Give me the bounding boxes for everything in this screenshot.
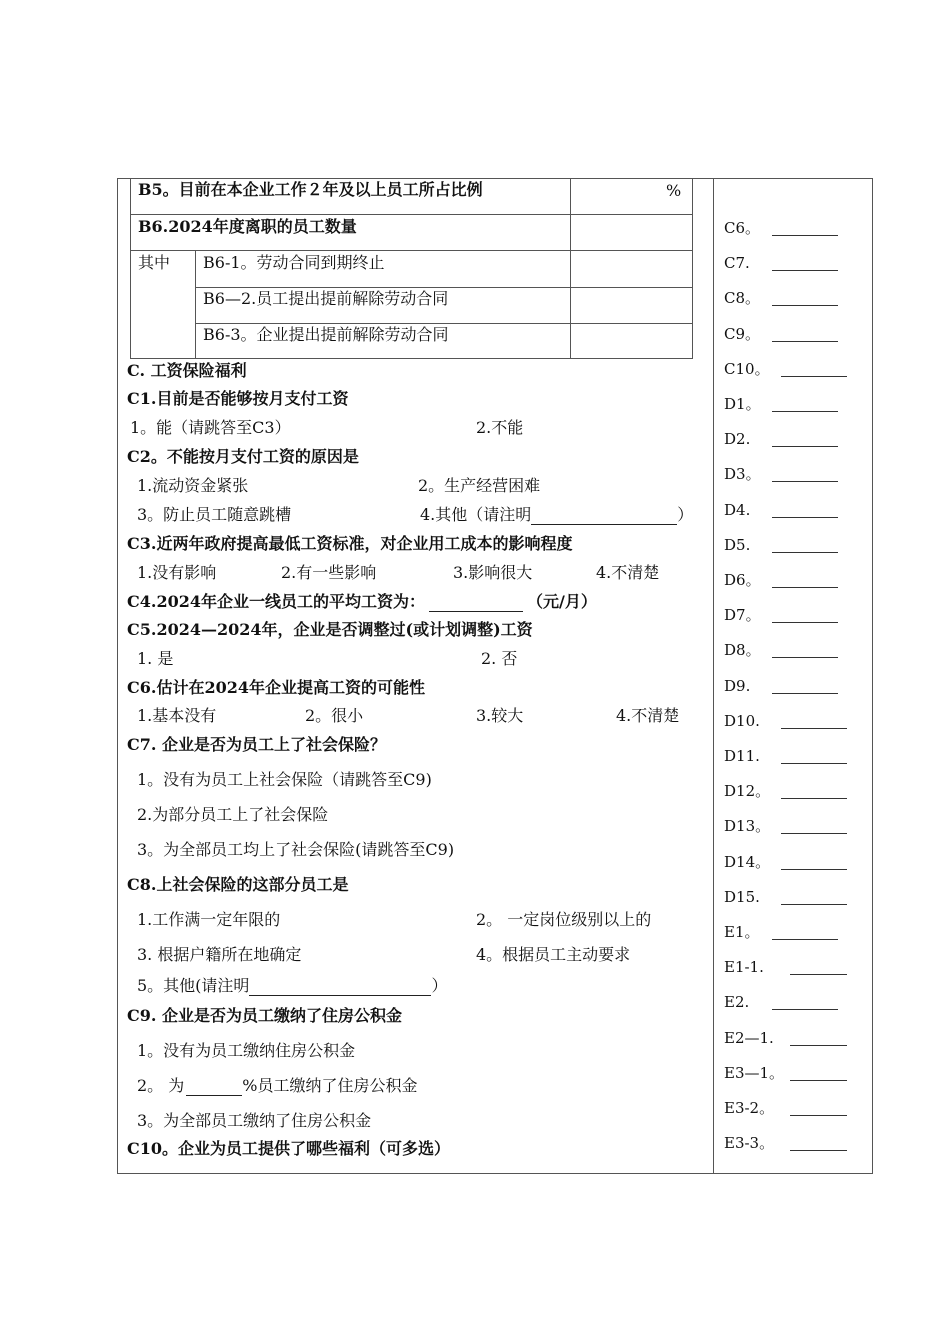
c7-option-2[interactable]: 2.为部分员工上了社会保险: [137, 805, 329, 824]
b-table-row-line: [195, 287, 693, 288]
code-answer-blank[interactable]: [781, 728, 847, 729]
code-answer-blank[interactable]: [772, 517, 838, 518]
code-label: C9。: [724, 325, 761, 343]
code-answer-blank[interactable]: [781, 798, 847, 799]
c3-option-2[interactable]: 2.有一些影响: [281, 563, 377, 582]
qizhong-label: 其中: [138, 253, 171, 272]
code-answer-blank[interactable]: [772, 552, 838, 553]
code-answer-blank[interactable]: [772, 622, 838, 623]
code-label: E3—1。: [724, 1064, 785, 1082]
code-label: E3-2。: [724, 1099, 775, 1117]
b6-label: B6.2024年度离职的员工数量: [138, 217, 357, 236]
c8-option-2[interactable]: 2。 一定岗位级别以上的: [476, 910, 652, 929]
c2-option-3[interactable]: 3。防止员工随意跳槽: [137, 505, 292, 524]
c1-option-2[interactable]: 2.不能: [476, 418, 524, 437]
code-label: C7.: [724, 254, 750, 272]
code-label: E2—1.: [724, 1029, 774, 1047]
code-label: D11.: [724, 747, 760, 765]
code-label: D15.: [724, 888, 760, 906]
code-answer-blank[interactable]: [790, 1150, 847, 1151]
code-answer-blank[interactable]: [772, 481, 838, 482]
b-table-row-line: [130, 214, 693, 215]
code-answer-blank[interactable]: [772, 693, 838, 694]
code-label: D7。: [724, 606, 761, 624]
c3-question: C3.近两年政府提高最低工资标准，对企业用工成本的影响程度: [127, 534, 573, 553]
code-answer-blank[interactable]: [772, 657, 838, 658]
code-label: C10。: [724, 360, 770, 378]
code-answer-blank[interactable]: [772, 1009, 838, 1010]
code-label: D10.: [724, 712, 760, 730]
c3-option-1[interactable]: 1.没有影响: [137, 563, 217, 582]
c6-option-4[interactable]: 4.不清楚: [616, 706, 680, 725]
c9-option-2-text: 2。 为: [137, 1076, 185, 1095]
code-label: D12。: [724, 782, 771, 800]
code-label: D4.: [724, 501, 751, 519]
c8-option-5-close: ）: [431, 976, 448, 995]
code-label: D5.: [724, 536, 751, 554]
c2-option-2[interactable]: 2。生产经营困难: [418, 476, 541, 495]
b5-unit: %: [666, 181, 682, 200]
c1-option-1[interactable]: 1。能（请跳答至C3）: [130, 418, 291, 437]
code-label: E3-3。: [724, 1134, 775, 1152]
code-answer-blank[interactable]: [772, 939, 838, 940]
b6-3-label: B6-3。企业提出提前解除劳动合同: [203, 325, 449, 344]
code-label: E1-1.: [724, 958, 764, 976]
c2-question: C2。不能按月支付工资的原因是: [127, 447, 359, 466]
c7-option-3[interactable]: 3。为全部员工均上了社会保险(请跳答至C9): [137, 840, 455, 859]
c2-option-4-close: ）: [677, 505, 694, 524]
code-answer-blank[interactable]: [790, 974, 847, 975]
c6-option-2[interactable]: 2。很小: [305, 706, 364, 725]
code-answer-blank[interactable]: [781, 376, 847, 377]
c7-question: C7. 企业是否为员工上了社会保险？: [127, 735, 387, 754]
c8-question: C8.上社会保险的这部分员工是: [127, 875, 349, 894]
c5-question: C5.2024—2024年，企业是否调整过(或计划调整)工资: [127, 620, 533, 639]
code-answer-blank[interactable]: [781, 869, 847, 870]
b5-label: B5。目前在本企业工作２年及以上员工所占比例: [138, 180, 483, 199]
code-answer-blank[interactable]: [772, 305, 838, 306]
c4-wage-blank[interactable]: [429, 595, 523, 612]
b-table-col-line: [195, 250, 196, 359]
c6-question: C6.估计在2024年企业提高工资的可能性: [127, 678, 425, 697]
c2-option-4-text: 4.其他（请注明: [420, 505, 532, 524]
code-label: D8。: [724, 641, 761, 659]
code-answer-blank[interactable]: [790, 1045, 847, 1046]
c4-question-text: C4.2024年企业一线员工的平均工资为：: [127, 592, 425, 611]
c8-option-5[interactable]: [137, 976, 447, 996]
c5-option-1[interactable]: 1. 是: [137, 649, 174, 668]
c8-option-1[interactable]: 1.工作满一定年限的: [137, 910, 281, 929]
b6-2-label: B6—2.员工提出提前解除劳动合同: [203, 289, 449, 308]
code-answer-blank[interactable]: [772, 411, 838, 412]
code-answer-blank[interactable]: [790, 1115, 847, 1116]
code-label: D6。: [724, 571, 761, 589]
c5-option-2[interactable]: 2. 否: [481, 649, 518, 668]
b-table-row-line: [195, 323, 693, 324]
c8-other-blank[interactable]: [249, 979, 431, 996]
c8-option-4[interactable]: 4。根据员工主动要求: [476, 945, 631, 964]
code-answer-blank[interactable]: [772, 341, 838, 342]
c9-option-2-tail: %员工缴纳了住房公积金: [242, 1076, 418, 1095]
b-table-row-line: [130, 250, 693, 251]
b6-1-label: B6-1。劳动合同到期终止: [203, 253, 385, 272]
section-c-title: C. 工资保险福利: [127, 361, 247, 380]
code-answer-blank[interactable]: [772, 587, 838, 588]
code-label: D14。: [724, 853, 771, 871]
code-label: C6。: [724, 219, 761, 237]
code-answer-blank[interactable]: [781, 904, 847, 905]
code-label: E2.: [724, 993, 750, 1011]
code-label: D2.: [724, 430, 751, 448]
code-answer-blank[interactable]: [772, 446, 838, 447]
code-answer-blank[interactable]: [772, 235, 838, 236]
c9-percent-blank[interactable]: [186, 1079, 242, 1096]
code-label: D1。: [724, 395, 761, 413]
c4-unit: （元/月）: [526, 592, 597, 611]
c3-option-4[interactable]: 4.不清楚: [596, 563, 660, 582]
code-label: C8。: [724, 289, 761, 307]
code-answer-blank[interactable]: [781, 833, 847, 834]
c1-question: C1.目前是否能够按月支付工资: [127, 389, 349, 408]
code-answer-blank[interactable]: [790, 1080, 847, 1081]
code-answer-blank[interactable]: [772, 270, 838, 271]
c9-question: C9. 企业是否为员工缴纳了住房公积金: [127, 1006, 403, 1025]
code-answer-blank[interactable]: [781, 763, 847, 764]
c8-option-5-text: 5。其他(请注明: [137, 976, 250, 995]
c2-option-4[interactable]: [420, 505, 693, 525]
column-divider: [713, 178, 714, 1174]
code-label: E1。: [724, 923, 760, 941]
c8-option-3[interactable]: 3. 根据户籍所在地确定: [137, 945, 302, 964]
c9-option-3[interactable]: 3。为全部员工缴纳了住房公积金: [137, 1111, 372, 1130]
code-label: D9.: [724, 677, 751, 695]
c10-question: C10。企业为员工提供了哪些福利（可多选）: [127, 1139, 451, 1158]
c6-option-1[interactable]: 1.基本没有: [137, 706, 217, 725]
c2-other-blank[interactable]: [531, 508, 677, 525]
code-label: D13。: [724, 817, 771, 835]
c3-option-3[interactable]: 3.影响很大: [453, 563, 533, 582]
b-table-col-line: [570, 178, 571, 359]
c6-option-3[interactable]: 3.较大: [476, 706, 524, 725]
c4-question: [127, 592, 597, 612]
c9-option-1[interactable]: 1。没有为员工缴纳住房公积金: [137, 1041, 356, 1060]
code-label: D3。: [724, 465, 761, 483]
c9-option-2[interactable]: [137, 1076, 418, 1096]
c7-option-1[interactable]: 1。没有为员工上社会保险（请跳答至C9): [137, 770, 432, 789]
c2-option-1[interactable]: 1.流动资金紧张: [137, 476, 249, 495]
